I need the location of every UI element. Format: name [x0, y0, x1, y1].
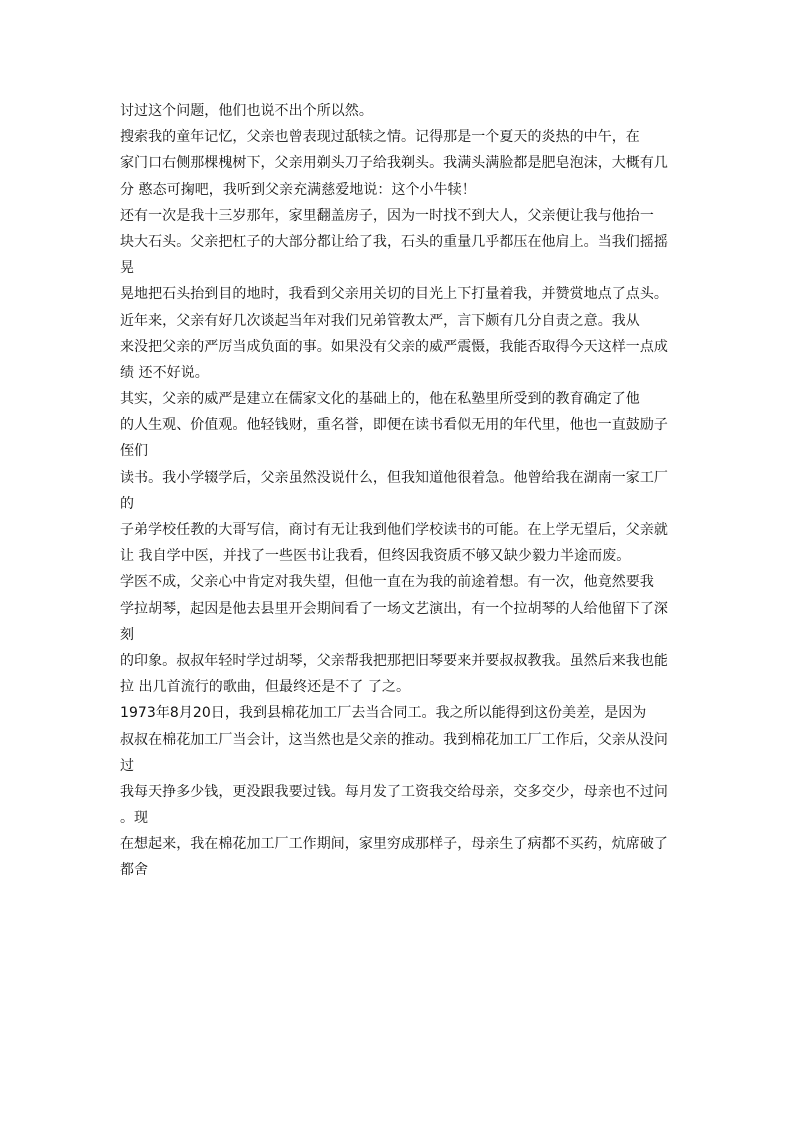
text-line: 家门口右侧那棵槐树下，父亲用剃头刀子给我剃头。我满头满脸都是肥皂泡沫，大概有几: [120, 155, 668, 172]
text-line: 的印象。叔叔年轻时学过胡琴，父亲帮我把那把旧琴要来并要叔叔教我。虽然后来我也能: [120, 652, 668, 669]
text-line: 学医不成，父亲心中肯定对我失望，但他一直在为我的前途着想。有一次，他竟然要我: [120, 574, 654, 591]
text-line: 在想起来，我在棉花加工厂工作期间，家里穷成那样子，母亲生了病都不买药，炕席破了: [120, 836, 668, 853]
text-line: 近年来，父亲有好几次谈起当年对我们兄弟管教太严，言下颇有几分自责之意。我从: [120, 312, 640, 329]
text-line: 分 憨态可掬吧，我听到父亲充满慈爱地说：这个小牛犊！: [120, 181, 476, 198]
text-line: 侄们: [120, 443, 149, 460]
text-line: 晃地把石头抬到目的地时，我看到父亲用关切的目光上下打量着我，并赞赏地点了点头。: [120, 286, 668, 303]
text-line: 绩 还不好说。: [120, 364, 209, 381]
text-line: 刻: [120, 626, 135, 643]
text-line: 块大石头。父亲把杠子的大部分都让给了我，石头的重量几乎都压在他肩上。当我们摇摇: [120, 233, 668, 250]
text-line: 拉 出几首流行的歌曲，但最终还是不了 了之。: [120, 679, 410, 696]
text-line: 叔叔在棉花加工厂当会计，这当然也是父亲的推动。我到棉花加工厂工作后，父亲从没问: [120, 731, 668, 748]
text-line: 都舍: [120, 862, 149, 879]
text-line: 让 我自学中医，并找了一些医书让我看，但终因我资质不够又缺少毅力半途而废。: [120, 548, 631, 565]
text-line: 学拉胡琴，起因是他去县里开会期间看了一场文艺演出，有一个拉胡琴的人给他留下了深: [120, 600, 668, 617]
text-line: 。现: [120, 810, 149, 827]
text-line: 我每天挣多少钱，更没跟我要过钱。每月发了工资我交给母亲，交多交少，母亲也不过问: [120, 783, 668, 800]
body-text: [120, 98, 680, 884]
text-line: 过: [120, 757, 135, 774]
text-line: 其实，父亲的威严是建立在儒家文化的基础上的，他在私塾里所受到的教育确定了他: [120, 391, 640, 408]
text-line: 搜索我的童年记忆，父亲也曾表现过舐犊之情。记得那是一个夏天的炎热的中午，在: [120, 129, 640, 146]
text-line: 子弟学校任教的大哥写信，商讨有无让我到他们学校读书的可能。在上学无望后，父亲就: [120, 522, 668, 538]
text-line: 还有一次是我十三岁那年，家里翻盖房子，因为一时找不到大人，父亲便让我与他抬一: [120, 207, 654, 224]
text-line: 的人生观、价值观。他轻钱财，重名誉，即便在读书看似无用的年代里，他也一直鼓励子: [120, 417, 668, 434]
text-line: 讨过这个问题，他们也说不出个所以然。: [120, 103, 373, 119]
text-line: 的: [120, 495, 135, 512]
text-line: 1973年8月20日，我到县棉花加工厂去当合同工。我之所以能得到这份美差，是因为: [120, 705, 647, 722]
text-line: 来没把父亲的严厉当成负面的事。如果没有父亲的威严震慑，我能否取得今天这样一点成: [120, 338, 668, 355]
text-line: 读书。我小学辍学后，父亲虽然没说什么，但我知道他很着急。他曾给我在湖南一家工厂: [120, 469, 668, 486]
text-line: 晃: [120, 260, 135, 277]
